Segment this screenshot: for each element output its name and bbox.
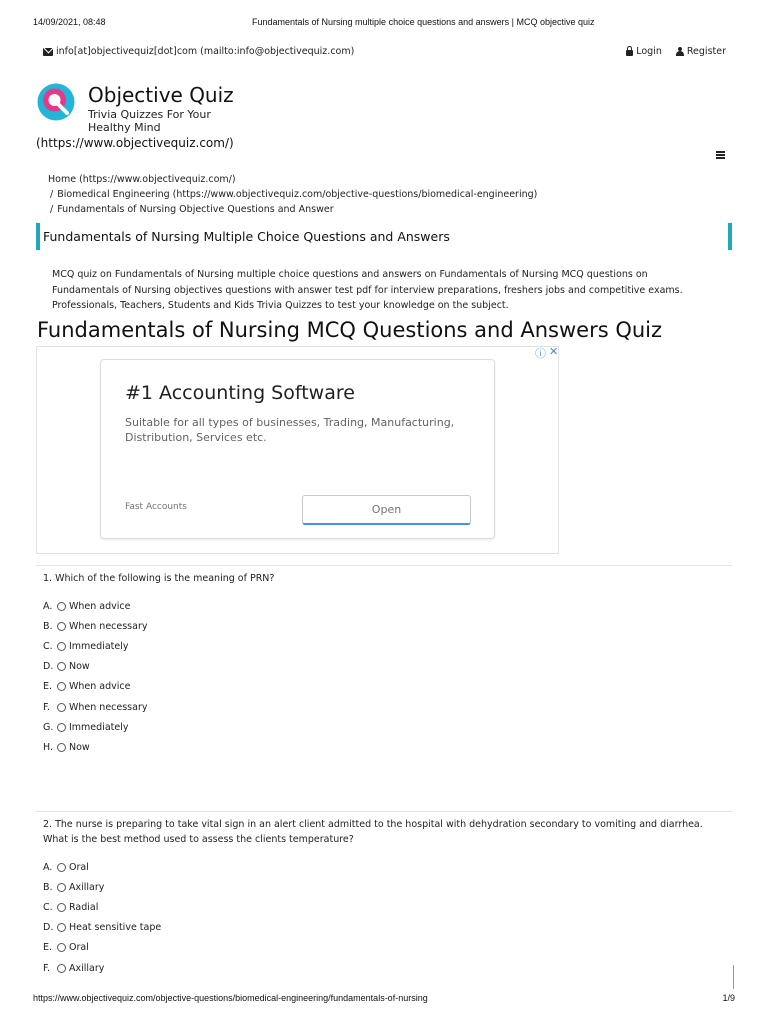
question-1-text: 1. Which of the following is the meaning of PRN? [43, 573, 275, 584]
login-label: Login [636, 46, 662, 57]
option-text: Radial [69, 901, 99, 913]
option-letter: D. [43, 661, 54, 673]
radio-button[interactable] [57, 943, 66, 952]
radio-button[interactable] [57, 723, 66, 732]
answer-option[interactable] [43, 717, 147, 737]
option-text: When necessary [69, 701, 148, 713]
breadcrumb-separator: / [50, 189, 54, 200]
option-letter: E. [43, 942, 53, 954]
intro-paragraph: MCQ quiz on Fundamentals of Nursing multiple choice questions and answers on Fundamentals of Nursing MCQ questions on Fundamentals of Nursing objectives questions with answer test pdf for interview preparations, freshers jobs and competitive exams. Professionals, Teachers, Students and Kids Trivia Quizzes to test your knowledge on the subject. [52, 269, 683, 311]
breadcrumb-separator: / [50, 204, 54, 215]
answer-option[interactable] [43, 857, 161, 877]
site-url: (https://www.objectivequiz.com/) [36, 136, 234, 150]
radio-button[interactable] [57, 622, 66, 631]
breadcrumb-category[interactable]: Biomedical Engineering (https://www.objectivequiz.com/objective-questions/biomedical-engineering) [57, 189, 538, 200]
ad-description: Suitable for all types of businesses, Trading, Manufacturing, Distribution, Services etc. [125, 416, 455, 444]
radio-button[interactable] [57, 703, 66, 712]
ad-card[interactable] [100, 359, 495, 539]
option-text: Now [69, 741, 90, 753]
answer-option[interactable] [43, 657, 147, 677]
option-letter: F. [43, 701, 50, 713]
breadcrumb-home[interactable]: Home (https://www.objectivequiz.com/) [48, 174, 236, 185]
login-link[interactable] [626, 46, 662, 57]
print-page-title: Fundamentals of Nursing multiple choice questions and answers | MCQ objective quiz [252, 17, 595, 27]
ad-headline[interactable]: #1 Accounting Software [125, 382, 355, 404]
radio-button[interactable] [57, 682, 66, 691]
page-title: Fundamentals of Nursing MCQ Questions and Answers Quiz [37, 318, 663, 342]
option-letter: G. [43, 721, 54, 733]
answer-option[interactable] [43, 596, 147, 616]
objective-quiz-logo[interactable] [36, 82, 76, 122]
answer-option[interactable] [43, 938, 161, 958]
radio-button[interactable] [57, 883, 66, 892]
site-name[interactable]: Objective Quiz [88, 83, 234, 107]
answer-option[interactable] [43, 877, 161, 897]
question-divider [36, 811, 732, 812]
ad-advertiser: Fast Accounts [125, 502, 187, 512]
section-title: Fundamentals of Nursing Multiple Choice Questions and Answers [43, 229, 450, 244]
radio-button[interactable] [57, 743, 66, 752]
option-text: Immediately [69, 640, 129, 652]
ad-close-icon[interactable]: ✕ [549, 345, 559, 358]
contact-email-link[interactable] [43, 46, 354, 57]
option-letter: B. [43, 620, 53, 632]
question-1-options [43, 596, 147, 758]
print-datetime: 14/09/2021, 08:48 [33, 17, 106, 27]
option-text: When advice [69, 681, 131, 693]
answer-option[interactable] [43, 897, 161, 917]
register-label: Register [686, 46, 726, 57]
option-text: Axillary [69, 962, 105, 974]
topbar [43, 46, 726, 60]
answer-option[interactable] [43, 697, 147, 717]
answer-option[interactable] [43, 737, 147, 757]
option-text: Heat sensitive tape [69, 922, 162, 934]
question-divider [36, 565, 732, 566]
print-page-number: 1/9 [722, 993, 735, 1003]
register-link[interactable] [676, 46, 726, 57]
answer-option[interactable] [43, 918, 161, 938]
ad-choices-badge[interactable] [535, 345, 558, 361]
ad-info-icon[interactable]: ⓘ [535, 347, 546, 360]
breadcrumb-current: Fundamentals of Nursing Objective Questions and Answer [57, 204, 334, 215]
envelope-icon [43, 48, 53, 56]
user-icon [676, 47, 684, 56]
radio-button[interactable] [57, 964, 66, 973]
radio-button[interactable] [57, 662, 66, 671]
option-text: Immediately [69, 721, 129, 733]
option-text: Axillary [69, 881, 105, 893]
contact-email-text: info[at]objectivequiz[dot]com (mailto:info@objectivequiz.com) [56, 46, 355, 57]
site-tagline: Trivia Quizzes For Your Healthy Mind [88, 108, 211, 134]
option-letter: B. [43, 881, 53, 893]
radio-button[interactable] [57, 602, 66, 611]
radio-button[interactable] [57, 863, 66, 872]
auth-links [626, 46, 726, 57]
answer-option[interactable] [43, 958, 161, 978]
option-text: When advice [69, 600, 131, 612]
ad-open-button[interactable]: Open [302, 495, 471, 525]
question-2-options [43, 857, 161, 978]
answer-option[interactable] [43, 636, 147, 656]
option-text: When necessary [69, 620, 148, 632]
section-title-bar [36, 223, 732, 250]
option-letter: A. [43, 600, 53, 612]
answer-option[interactable] [43, 677, 147, 697]
breadcrumb [48, 172, 537, 217]
hamburger-menu-icon[interactable] [716, 151, 725, 159]
radio-button[interactable] [57, 923, 66, 932]
radio-button[interactable] [57, 903, 66, 912]
option-letter: D. [43, 922, 54, 934]
option-text: Now [69, 661, 90, 673]
option-text: Oral [69, 861, 89, 873]
scroll-edge-line [733, 965, 734, 989]
option-letter: C. [43, 640, 53, 652]
print-footer-url: https://www.objectivequiz.com/objective-questions/biomedical-engineering/fundamentals-of-nursing [33, 993, 428, 1003]
option-letter: H. [43, 741, 53, 753]
radio-button[interactable] [57, 642, 66, 651]
answer-option[interactable] [43, 616, 147, 636]
lock-icon [626, 50, 633, 56]
option-letter: F. [43, 962, 50, 974]
option-text: Oral [69, 942, 89, 954]
option-letter: C. [43, 901, 53, 913]
option-letter: A. [43, 861, 53, 873]
option-letter: E. [43, 681, 53, 693]
question-2-text: 2. The nurse is preparing to take vital sign in an alert client admitted to the hospital with dehydration secondary to vomiting and diarrhea. What is the best method used to assess the clients temperature? [43, 819, 703, 845]
